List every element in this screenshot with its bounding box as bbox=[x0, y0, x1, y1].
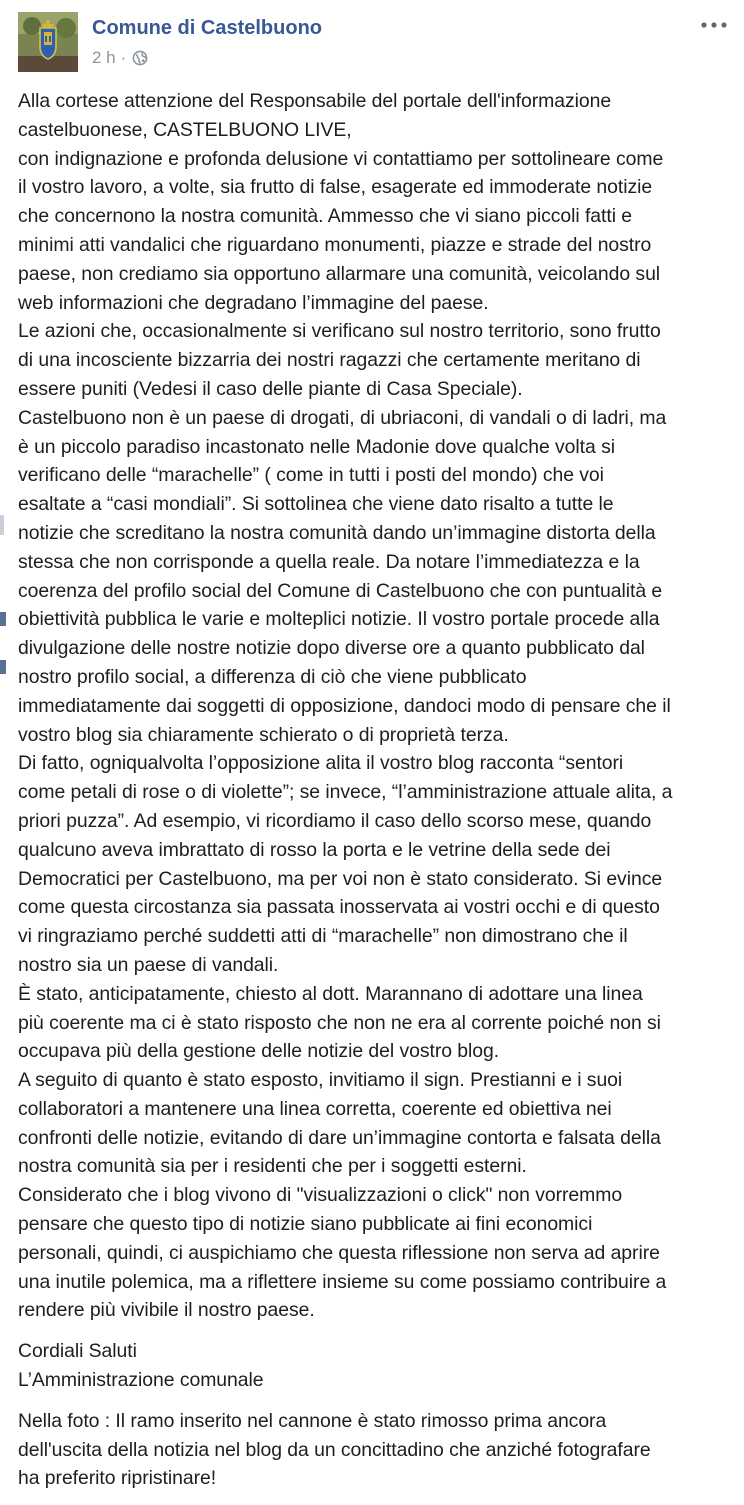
ellipsis-icon[interactable] bbox=[700, 16, 728, 34]
post-text-line: più coerente ma ci è stato risposto che non ne era al corrente poiché non si bbox=[18, 1011, 661, 1034]
background-edge bbox=[0, 515, 4, 535]
post-body-main bbox=[18, 87, 730, 1325]
post-text-line: di una incosciente bizzarria dei nostri ragazzi che certamente meritano di bbox=[18, 349, 641, 372]
post-text-line: il vostro lavoro, a volte, sia frutto di false, esagerate ed immoderate notizie bbox=[18, 176, 653, 199]
post-text-line: verificano delle “marachelle” ( come in tutti i posti del mondo) che voi bbox=[18, 464, 604, 487]
background-edge bbox=[0, 660, 6, 674]
post-text-line: qualcuno aveva imbrattato di rosso la porta e le vetrine della sede dei bbox=[18, 838, 611, 861]
post-text-line: esaltate a “casi mondiali”. Si sottolinea che viene dato risalto a tutte le bbox=[18, 493, 614, 516]
meta-separator: · bbox=[120, 48, 127, 67]
post-header bbox=[18, 12, 728, 74]
post-text-line: come questa circostanza sia passata inosservata ai vostri occhi e di questo bbox=[18, 896, 660, 919]
post-text-line: Castelbuono non è un paese di drogati, di ubriaconi, di vandali o di ladri, ma bbox=[18, 406, 667, 429]
coat-of-arms-icon bbox=[18, 12, 78, 72]
page-avatar[interactable] bbox=[18, 12, 78, 72]
post-text bbox=[18, 87, 730, 1505]
post-timestamp[interactable]: 2 h bbox=[92, 48, 116, 67]
post-text-line: nostro sia un paese di vandali. bbox=[18, 953, 279, 976]
photo-note-line: Nella foto : Il ramo inserito nel cannone è stato rimosso prima ancora bbox=[18, 1409, 607, 1432]
post-text-line: essere puniti (Vedesi il caso delle piante di Casa Speciale). bbox=[18, 377, 523, 400]
post-text-line: vostro blog sia chiaramente schierato o di proprietà terza. bbox=[18, 723, 509, 746]
post-text-line: web informazioni che degradano l’immagine del paese. bbox=[18, 291, 489, 314]
post-text-line: è un piccolo paradiso incastonato nelle Madonie dove qualche volta si bbox=[18, 435, 615, 458]
post-text-line: pensare che questo tipo di notizie siano pubblicate ai fini economici bbox=[18, 1213, 593, 1236]
post-meta bbox=[92, 47, 148, 69]
post-text-line: Democratici per Castelbuono, ma per voi non è stato considerato. Si evince bbox=[18, 867, 663, 890]
closing-line: L’Amministrazione comunale bbox=[18, 1369, 264, 1392]
post-text-line: Considerato che i blog vivono di "visualizzazioni o click" non vorremmo bbox=[18, 1184, 623, 1207]
photo-note-line: dell'uscita della notizia nel blog da un concittadino che anziché fotografare bbox=[18, 1438, 651, 1461]
post-text-line: immediatamente dai soggetti di opposizione, dandoci modo di pensare che il bbox=[18, 694, 671, 717]
post-text-line: vi ringraziamo perché suddetti atti di “marachelle” non dimostrano che il bbox=[18, 925, 628, 948]
post-text-line: notizie che screditano la nostra comunità dando un’immagine distorta della bbox=[18, 521, 656, 544]
post-text-line: paese, non crediamo sia opportuno allarmare una comunità, veicolando sul bbox=[18, 262, 661, 285]
post-text-line: una inutile polemica, ma a riflettere insieme su come possiamo contribuire a bbox=[18, 1270, 667, 1293]
background-edge bbox=[0, 612, 6, 626]
post-text-line: divulgazione delle nostre notizie dopo diverse ore a quanto pubblicato dal bbox=[18, 637, 645, 660]
post-text-line: con indignazione e profonda delusione vi contattiamo per sottolineare come bbox=[18, 147, 664, 170]
photo-note-line: ha preferito ripristinare! bbox=[18, 1467, 217, 1490]
post-text-line: nostro profilo social, a differenza di ciò che viene pubblicato bbox=[18, 665, 527, 688]
post-text-line: come petali di rose o di violette”; se invece, “l’amministrazione attuale alita, a bbox=[18, 781, 673, 804]
post-text-line: A seguito di quanto è stato esposto, invitiamo il sign. Prestianni e i suoi bbox=[18, 1069, 623, 1092]
post-text-line: Le azioni che, occasionalmente si verificano sul nostro territorio, sono frutto bbox=[18, 320, 661, 343]
post-text-line: che concernono la nostra comunità. Ammesso che vi siano piccoli fatti e bbox=[18, 205, 633, 228]
page-name-link[interactable]: Comune di Castelbuono bbox=[92, 17, 322, 39]
closing-line: Cordiali Saluti bbox=[18, 1340, 137, 1363]
post-text-line: È stato, anticipatamente, chiesto al dott. Marannano di adottare una linea bbox=[18, 982, 643, 1005]
post-text-line: Alla cortese attenzione del Responsabile del portale dell'informazione bbox=[18, 90, 612, 112]
post-text-line: stessa che non corrisponde a quella reale. Da notare l’immediatezza e la bbox=[18, 550, 640, 573]
post-text-line: nostra comunità sia per i residenti che per i soggetti esterni. bbox=[18, 1155, 527, 1178]
post-text-line: priori puzza”. Ad esempio, vi ricordiamo il caso dello scorso mese, quando bbox=[18, 809, 652, 832]
post-text-line: confronti delle notizie, evitando di dare un’immagine contorta e falsata della bbox=[18, 1126, 661, 1149]
post-text-line: collaboratori a mantenere una linea corretta, coerente ed obiettiva nei bbox=[18, 1097, 612, 1120]
post-closing bbox=[18, 1337, 730, 1395]
post-text-line: coerenza del profilo social del Comune di Castelbuono che con puntualità e bbox=[18, 579, 663, 602]
post-text-line: minimi atti vandalici che riguardano monumenti, piazze e strade del nostro bbox=[18, 233, 652, 256]
post-photo-note bbox=[18, 1407, 730, 1493]
post-text-line: Di fatto, ogniqualvolta l’opposizione alita il vostro blog racconta “sentori bbox=[18, 752, 624, 775]
globe-icon[interactable] bbox=[132, 50, 148, 66]
post-text-line: rendere più vivibile il nostro paese. bbox=[18, 1299, 315, 1322]
post-text-line: personali, quindi, ci auspichiamo che questa riflessione non serva ad aprire bbox=[18, 1241, 660, 1264]
post-text-line: castelbuonese, CASTELBUONO LIVE, bbox=[18, 118, 352, 141]
post-text-line: occupava più della gestione delle notizie del vostro blog. bbox=[18, 1040, 500, 1063]
post-text-line: obiettività pubblica le varie e molteplici notizie. Il vostro portale procede alla bbox=[18, 608, 660, 631]
